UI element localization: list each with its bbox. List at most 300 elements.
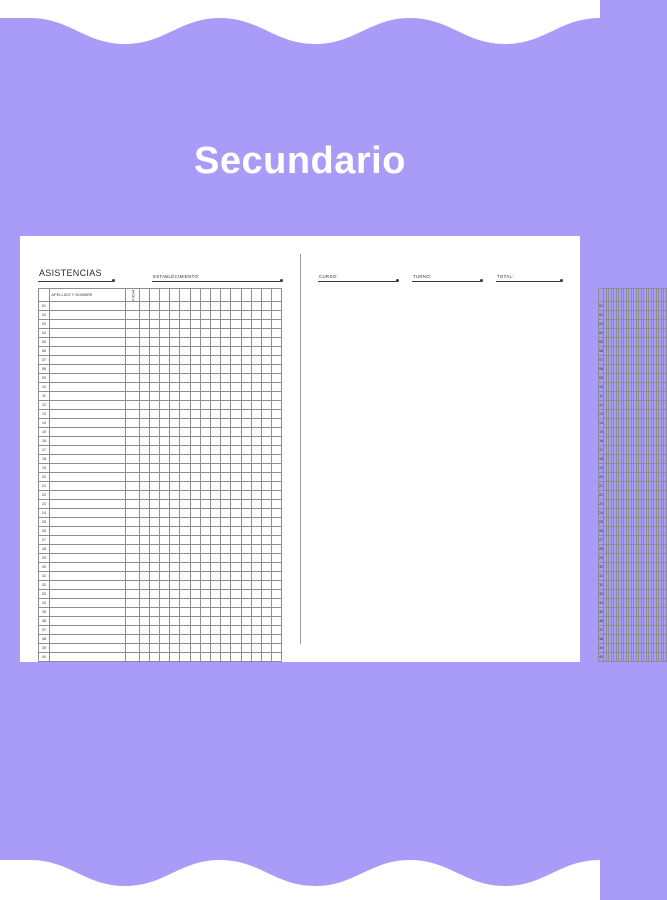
cell-attendance[interactable]	[139, 509, 149, 518]
cell-ficha[interactable]	[126, 554, 140, 563]
cell-attendance[interactable]	[190, 572, 200, 581]
cell-attendance[interactable]	[160, 626, 170, 635]
cell-attendance[interactable]	[149, 464, 159, 473]
cell-attendance[interactable]	[180, 383, 190, 392]
cell-student-name[interactable]	[50, 302, 126, 311]
cell-attendance[interactable]	[139, 527, 149, 536]
cell-attendance[interactable]	[170, 491, 180, 500]
cell-ficha[interactable]	[126, 635, 140, 644]
cell-attendance[interactable]	[160, 482, 170, 491]
table-row[interactable]	[39, 464, 282, 473]
cell-attendance[interactable]	[241, 581, 251, 590]
cell-attendance[interactable]	[251, 626, 261, 635]
cell-attendance[interactable]	[149, 302, 159, 311]
cell-attendance[interactable]	[190, 617, 200, 626]
cell-attendance[interactable]	[190, 473, 200, 482]
cell-attendance[interactable]	[231, 437, 241, 446]
cell-attendance[interactable]	[180, 338, 190, 347]
table-row[interactable]	[39, 374, 282, 383]
cell-attendance[interactable]	[664, 599, 667, 608]
cell-attendance[interactable]	[272, 518, 282, 527]
cell-attendance[interactable]	[170, 410, 180, 419]
cell-attendance[interactable]	[272, 302, 282, 311]
cell-attendance[interactable]	[664, 365, 667, 374]
cell-attendance[interactable]	[221, 338, 231, 347]
cell-attendance[interactable]	[272, 473, 282, 482]
cell-attendance[interactable]	[221, 545, 231, 554]
cell-attendance[interactable]	[231, 563, 241, 572]
cell-attendance[interactable]	[221, 491, 231, 500]
cell-attendance[interactable]	[139, 545, 149, 554]
cell-ficha[interactable]	[126, 509, 140, 518]
cell-student-name[interactable]	[50, 464, 126, 473]
table-row[interactable]	[599, 518, 667, 527]
cell-attendance[interactable]	[190, 356, 200, 365]
cell-attendance[interactable]	[149, 590, 159, 599]
cell-attendance[interactable]	[261, 626, 271, 635]
cell-attendance[interactable]	[170, 590, 180, 599]
cell-attendance[interactable]	[211, 365, 221, 374]
cell-attendance[interactable]	[241, 437, 251, 446]
cell-attendance[interactable]	[231, 536, 241, 545]
cell-attendance[interactable]	[231, 311, 241, 320]
cell-attendance[interactable]	[139, 500, 149, 509]
cell-attendance[interactable]	[211, 446, 221, 455]
cell-attendance[interactable]	[200, 644, 210, 653]
cell-attendance[interactable]	[190, 428, 200, 437]
cell-attendance[interactable]	[231, 392, 241, 401]
cell-attendance[interactable]	[200, 320, 210, 329]
cell-attendance[interactable]	[139, 464, 149, 473]
cell-attendance[interactable]	[170, 392, 180, 401]
cell-attendance[interactable]	[251, 518, 261, 527]
cell-attendance[interactable]	[160, 356, 170, 365]
cell-attendance[interactable]	[170, 554, 180, 563]
cell-attendance[interactable]	[241, 392, 251, 401]
table-row[interactable]	[599, 536, 667, 545]
cell-attendance[interactable]	[231, 320, 241, 329]
cell-student-name[interactable]	[50, 581, 126, 590]
cell-attendance[interactable]	[272, 392, 282, 401]
cell-attendance[interactable]	[211, 491, 221, 500]
table-row[interactable]	[599, 653, 667, 662]
cell-attendance[interactable]	[251, 410, 261, 419]
cell-attendance[interactable]	[149, 581, 159, 590]
cell-attendance[interactable]	[200, 329, 210, 338]
cell-attendance[interactable]	[664, 536, 667, 545]
cell-attendance[interactable]	[190, 329, 200, 338]
cell-attendance[interactable]	[272, 455, 282, 464]
cell-ficha[interactable]	[126, 320, 140, 329]
cell-attendance[interactable]	[149, 527, 159, 536]
table-row[interactable]	[599, 401, 667, 410]
table-row[interactable]	[599, 617, 667, 626]
cell-attendance[interactable]	[160, 347, 170, 356]
cell-attendance[interactable]	[160, 554, 170, 563]
cell-ficha[interactable]	[126, 419, 140, 428]
cell-attendance[interactable]	[139, 473, 149, 482]
cell-attendance[interactable]	[170, 383, 180, 392]
cell-attendance[interactable]	[149, 608, 159, 617]
table-row[interactable]	[39, 419, 282, 428]
cell-attendance[interactable]	[211, 500, 221, 509]
cell-ficha[interactable]	[126, 455, 140, 464]
cell-attendance[interactable]	[139, 554, 149, 563]
cell-attendance[interactable]	[241, 527, 251, 536]
cell-attendance[interactable]	[241, 635, 251, 644]
cell-attendance[interactable]	[139, 338, 149, 347]
cell-attendance[interactable]	[241, 410, 251, 419]
cell-attendance[interactable]	[241, 608, 251, 617]
cell-attendance[interactable]	[180, 401, 190, 410]
cell-attendance[interactable]	[170, 338, 180, 347]
cell-attendance[interactable]	[231, 365, 241, 374]
cell-attendance[interactable]	[139, 653, 149, 662]
cell-attendance[interactable]	[664, 383, 667, 392]
cell-attendance[interactable]	[139, 608, 149, 617]
cell-attendance[interactable]	[200, 392, 210, 401]
cell-attendance[interactable]	[160, 419, 170, 428]
cell-student-name[interactable]	[50, 599, 126, 608]
cell-attendance[interactable]	[200, 653, 210, 662]
cell-attendance[interactable]	[221, 500, 231, 509]
cell-attendance[interactable]	[261, 320, 271, 329]
cell-attendance[interactable]	[221, 302, 231, 311]
cell-attendance[interactable]	[160, 518, 170, 527]
cell-attendance[interactable]	[149, 311, 159, 320]
cell-attendance[interactable]	[170, 644, 180, 653]
cell-attendance[interactable]	[241, 347, 251, 356]
cell-attendance[interactable]	[272, 329, 282, 338]
cell-attendance[interactable]	[251, 320, 261, 329]
cell-attendance[interactable]	[272, 635, 282, 644]
cell-attendance[interactable]	[180, 509, 190, 518]
cell-attendance[interactable]	[241, 644, 251, 653]
cell-attendance[interactable]	[251, 482, 261, 491]
cell-attendance[interactable]	[272, 428, 282, 437]
cell-attendance[interactable]	[664, 518, 667, 527]
cell-attendance[interactable]	[664, 653, 667, 662]
cell-attendance[interactable]	[170, 617, 180, 626]
cell-attendance[interactable]	[664, 635, 667, 644]
cell-attendance[interactable]	[180, 653, 190, 662]
cell-attendance[interactable]	[251, 473, 261, 482]
cell-student-name[interactable]	[50, 428, 126, 437]
cell-ficha[interactable]	[126, 518, 140, 527]
cell-attendance[interactable]	[261, 590, 271, 599]
cell-attendance[interactable]	[211, 527, 221, 536]
cell-attendance[interactable]	[149, 437, 159, 446]
cell-attendance[interactable]	[231, 356, 241, 365]
cell-attendance[interactable]	[251, 401, 261, 410]
cell-attendance[interactable]	[160, 644, 170, 653]
cell-attendance[interactable]	[139, 581, 149, 590]
cell-attendance[interactable]	[251, 437, 261, 446]
cell-attendance[interactable]	[149, 365, 159, 374]
cell-attendance[interactable]	[261, 644, 271, 653]
cell-attendance[interactable]	[211, 455, 221, 464]
table-row[interactable]	[39, 473, 282, 482]
cell-attendance[interactable]	[664, 311, 667, 320]
cell-ficha[interactable]	[126, 338, 140, 347]
cell-attendance[interactable]	[221, 536, 231, 545]
cell-attendance[interactable]	[211, 572, 221, 581]
cell-attendance[interactable]	[231, 446, 241, 455]
cell-ficha[interactable]	[126, 374, 140, 383]
cell-attendance[interactable]	[200, 500, 210, 509]
cell-ficha[interactable]	[126, 473, 140, 482]
cell-attendance[interactable]	[251, 455, 261, 464]
cell-attendance[interactable]	[160, 608, 170, 617]
cell-attendance[interactable]	[200, 419, 210, 428]
cell-attendance[interactable]	[231, 329, 241, 338]
cell-student-name[interactable]	[50, 500, 126, 509]
cell-attendance[interactable]	[200, 536, 210, 545]
cell-attendance[interactable]	[241, 446, 251, 455]
cell-attendance[interactable]	[160, 491, 170, 500]
table-row[interactable]	[599, 482, 667, 491]
cell-attendance[interactable]	[190, 635, 200, 644]
cell-attendance[interactable]	[251, 617, 261, 626]
cell-attendance[interactable]	[160, 473, 170, 482]
table-row[interactable]	[599, 581, 667, 590]
cell-attendance[interactable]	[664, 500, 667, 509]
table-row[interactable]	[599, 347, 667, 356]
cell-attendance[interactable]	[139, 365, 149, 374]
cell-attendance[interactable]	[251, 383, 261, 392]
cell-student-name[interactable]	[50, 545, 126, 554]
cell-attendance[interactable]	[170, 446, 180, 455]
cell-attendance[interactable]	[160, 392, 170, 401]
cell-attendance[interactable]	[251, 527, 261, 536]
cell-attendance[interactable]	[261, 599, 271, 608]
cell-attendance[interactable]	[211, 419, 221, 428]
cell-attendance[interactable]	[231, 509, 241, 518]
cell-attendance[interactable]	[170, 464, 180, 473]
cell-attendance[interactable]	[211, 563, 221, 572]
cell-attendance[interactable]	[241, 518, 251, 527]
cell-attendance[interactable]	[241, 536, 251, 545]
cell-attendance[interactable]	[231, 572, 241, 581]
cell-attendance[interactable]	[180, 608, 190, 617]
cell-attendance[interactable]	[251, 509, 261, 518]
cell-attendance[interactable]	[160, 374, 170, 383]
cell-attendance[interactable]	[211, 437, 221, 446]
cell-attendance[interactable]	[211, 410, 221, 419]
table-row[interactable]	[599, 329, 667, 338]
cell-student-name[interactable]	[50, 419, 126, 428]
cell-attendance[interactable]	[180, 392, 190, 401]
cell-attendance[interactable]	[251, 365, 261, 374]
table-row[interactable]	[599, 383, 667, 392]
table-row[interactable]	[39, 320, 282, 329]
cell-attendance[interactable]	[149, 545, 159, 554]
cell-ficha[interactable]	[126, 356, 140, 365]
cell-attendance[interactable]	[241, 419, 251, 428]
cell-attendance[interactable]	[190, 545, 200, 554]
cell-attendance[interactable]	[180, 410, 190, 419]
cell-attendance[interactable]	[231, 401, 241, 410]
cell-attendance[interactable]	[149, 347, 159, 356]
cell-attendance[interactable]	[261, 473, 271, 482]
cell-attendance[interactable]	[170, 347, 180, 356]
cell-ficha[interactable]	[126, 437, 140, 446]
cell-attendance[interactable]	[211, 581, 221, 590]
cell-attendance[interactable]	[664, 554, 667, 563]
cell-attendance[interactable]	[180, 635, 190, 644]
table-row[interactable]	[39, 428, 282, 437]
cell-attendance[interactable]	[180, 419, 190, 428]
cell-attendance[interactable]	[241, 302, 251, 311]
cell-attendance[interactable]	[190, 590, 200, 599]
cell-attendance[interactable]	[180, 581, 190, 590]
cell-attendance[interactable]	[272, 590, 282, 599]
cell-attendance[interactable]	[149, 338, 159, 347]
cell-attendance[interactable]	[251, 464, 261, 473]
table-row[interactable]	[599, 392, 667, 401]
cell-attendance[interactable]	[664, 401, 667, 410]
cell-attendance[interactable]	[241, 374, 251, 383]
cell-attendance[interactable]	[664, 455, 667, 464]
cell-student-name[interactable]	[50, 635, 126, 644]
cell-attendance[interactable]	[261, 635, 271, 644]
cell-ficha[interactable]	[126, 464, 140, 473]
cell-attendance[interactable]	[180, 572, 190, 581]
cell-attendance[interactable]	[664, 356, 667, 365]
cell-attendance[interactable]	[139, 347, 149, 356]
table-row[interactable]	[39, 572, 282, 581]
table-row[interactable]	[599, 464, 667, 473]
cell-attendance[interactable]	[211, 635, 221, 644]
cell-attendance[interactable]	[139, 635, 149, 644]
cell-student-name[interactable]	[50, 320, 126, 329]
cell-attendance[interactable]	[251, 500, 261, 509]
cell-ficha[interactable]	[126, 653, 140, 662]
cell-attendance[interactable]	[160, 527, 170, 536]
cell-attendance[interactable]	[221, 356, 231, 365]
cell-student-name[interactable]	[50, 329, 126, 338]
cell-attendance[interactable]	[221, 419, 231, 428]
cell-attendance[interactable]	[139, 320, 149, 329]
cell-attendance[interactable]	[180, 500, 190, 509]
cell-attendance[interactable]	[241, 311, 251, 320]
cell-attendance[interactable]	[211, 554, 221, 563]
cell-attendance[interactable]	[241, 338, 251, 347]
cell-attendance[interactable]	[231, 644, 241, 653]
cell-attendance[interactable]	[139, 410, 149, 419]
table-row[interactable]	[39, 329, 282, 338]
cell-ficha[interactable]	[126, 527, 140, 536]
cell-attendance[interactable]	[241, 554, 251, 563]
cell-ficha[interactable]	[126, 572, 140, 581]
cell-attendance[interactable]	[180, 302, 190, 311]
cell-attendance[interactable]	[200, 446, 210, 455]
attendance-table-left[interactable]	[38, 288, 282, 662]
cell-attendance[interactable]	[190, 491, 200, 500]
cell-attendance[interactable]	[200, 518, 210, 527]
cell-attendance[interactable]	[221, 320, 231, 329]
cell-attendance[interactable]	[261, 347, 271, 356]
cell-attendance[interactable]	[180, 590, 190, 599]
cell-attendance[interactable]	[180, 455, 190, 464]
cell-attendance[interactable]	[190, 482, 200, 491]
cell-attendance[interactable]	[664, 581, 667, 590]
table-row[interactable]	[39, 383, 282, 392]
table-row[interactable]	[599, 545, 667, 554]
cell-attendance[interactable]	[241, 599, 251, 608]
cell-attendance[interactable]	[272, 626, 282, 635]
cell-attendance[interactable]	[231, 473, 241, 482]
cell-attendance[interactable]	[664, 563, 667, 572]
cell-attendance[interactable]	[170, 536, 180, 545]
cell-attendance[interactable]	[211, 320, 221, 329]
table-row[interactable]	[599, 446, 667, 455]
cell-attendance[interactable]	[160, 500, 170, 509]
field-asistencias[interactable]	[38, 258, 114, 282]
cell-attendance[interactable]	[160, 329, 170, 338]
cell-attendance[interactable]	[251, 356, 261, 365]
cell-attendance[interactable]	[149, 635, 159, 644]
cell-attendance[interactable]	[180, 599, 190, 608]
cell-attendance[interactable]	[272, 608, 282, 617]
cell-attendance[interactable]	[241, 428, 251, 437]
table-row[interactable]	[599, 473, 667, 482]
table-row[interactable]	[599, 302, 667, 311]
table-row[interactable]	[599, 356, 667, 365]
cell-attendance[interactable]	[211, 536, 221, 545]
cell-attendance[interactable]	[211, 644, 221, 653]
cell-attendance[interactable]	[231, 527, 241, 536]
cell-attendance[interactable]	[221, 329, 231, 338]
cell-attendance[interactable]	[221, 527, 231, 536]
cell-ficha[interactable]	[126, 329, 140, 338]
cell-attendance[interactable]	[272, 500, 282, 509]
cell-attendance[interactable]	[221, 599, 231, 608]
cell-attendance[interactable]	[261, 374, 271, 383]
cell-ficha[interactable]	[126, 347, 140, 356]
cell-attendance[interactable]	[221, 347, 231, 356]
cell-attendance[interactable]	[160, 617, 170, 626]
cell-attendance[interactable]	[190, 509, 200, 518]
cell-attendance[interactable]	[149, 383, 159, 392]
cell-attendance[interactable]	[190, 581, 200, 590]
cell-student-name[interactable]	[50, 590, 126, 599]
cell-attendance[interactable]	[664, 302, 667, 311]
cell-attendance[interactable]	[241, 383, 251, 392]
cell-attendance[interactable]	[200, 527, 210, 536]
cell-attendance[interactable]	[272, 383, 282, 392]
cell-attendance[interactable]	[221, 428, 231, 437]
table-row[interactable]	[599, 608, 667, 617]
table-row[interactable]	[599, 563, 667, 572]
cell-attendance[interactable]	[241, 626, 251, 635]
cell-attendance[interactable]	[200, 473, 210, 482]
cell-attendance[interactable]	[251, 329, 261, 338]
cell-attendance[interactable]	[664, 608, 667, 617]
cell-attendance[interactable]	[261, 500, 271, 509]
cell-attendance[interactable]	[221, 581, 231, 590]
cell-attendance[interactable]	[149, 491, 159, 500]
cell-attendance[interactable]	[139, 437, 149, 446]
cell-attendance[interactable]	[149, 500, 159, 509]
cell-attendance[interactable]	[664, 338, 667, 347]
cell-attendance[interactable]	[180, 545, 190, 554]
cell-attendance[interactable]	[221, 401, 231, 410]
table-row[interactable]	[39, 347, 282, 356]
cell-attendance[interactable]	[231, 302, 241, 311]
cell-attendance[interactable]	[190, 626, 200, 635]
cell-attendance[interactable]	[664, 644, 667, 653]
